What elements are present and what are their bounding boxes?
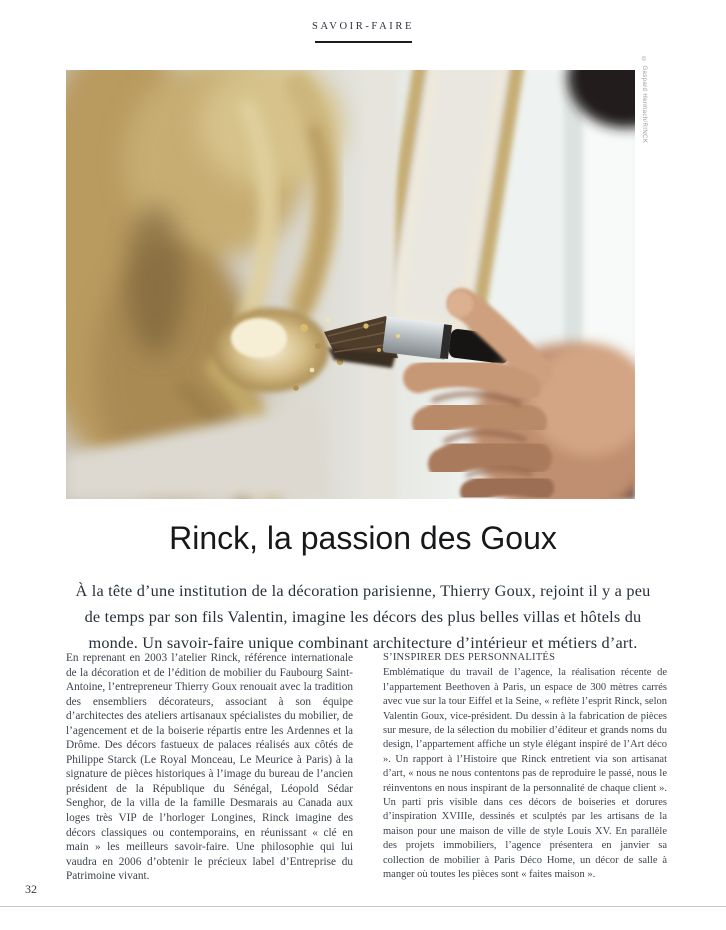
photo-credit: © Gaspard Hermach/RINCK	[641, 57, 647, 144]
article-lede: À la tête d’une institution de la décoration parisienne, Thierry Goux, rejoint il y a peu de temps par son fils Valentin, imagine les décors des plus belles villas et hôtels du monde. Un savoir-faire unique combinant architecture d’intérieur et métiers d’art.	[75, 581, 651, 652]
article-title: Rinck, la passion des Goux	[169, 520, 557, 556]
section-rule	[315, 41, 412, 43]
section-label: SAVOIR-FAIRE	[312, 21, 414, 32]
body-column-right-text: Emblématique du travail de l’agence, la réalisation récente de l’appartement Beethoven à Paris, un espace de 300 mètres carrés avec vue sur la tour Eiffel et la Seine, « reflète l’esprit Rinck, selon Valentin Goux, vice-président. Du dessin à la fabrication de pièces sur mesure, de la sélection du mobilier d’éditeur et grands noms du design, l’appartement affiche un style élégant inspiré de l’Art déco ». Un rapport à l’Histoire que Rinck entretient via son artisanat d’art, « nous ne nous contentons pas de reproduire le passé, nous le réinventons en nous inspirant de la personnalité de chaque client ». Un parti pris visible dans ces décors de boiseries et dorures d’inspiration XVIIIe, dessinés et sculptés par les artisans de la maison pour une maison de ville de style Louis XV. En parallèle des projets immobiliers, l’agence présentera en janvier sa collection de mobilier à Paris Déco Home, un décor de salle à manger où toutes les pièces sont « faites maison ».	[383, 667, 667, 881]
article-photo	[66, 70, 635, 499]
white-pilaster	[362, 70, 396, 499]
gilding-photo-illustration	[66, 70, 635, 499]
body-column-right	[383, 651, 667, 883]
page-number: 32	[25, 882, 37, 896]
column-heading: S’INSPIRER DES PERSONNALITÉS	[383, 652, 556, 663]
body-column-left: En reprenant en 2003 l’atelier Rinck, référence internationale de la décoration et de l’édition de mobilier du Faubourg Saint-Antoine, l’entrepreneur Thierry Goux renouait avec la tradition des ensembliers décorateurs, associant à son équipe d’architectes des ateliers artisanaux spécialistes du mobilier, de l’agencement et de la boiserie répartis entre les Ardennes et la Drôme. Des décors fastueux de palaces réalisés aux côtés de Philippe Starck (Le Royal Monceau, Le Meurice à Paris) à la signature de pièces historiques à l’image du bureau de l’ancien président de la République du Sénégal, Léopold Sédar Senghor, de la villa de la famille Desmarais au Canada aux loges très VIP de l’horloger Longines, Rinck imagine des décors classiques ou contemporains, en réunissant « clé en main » les meilleurs savoir-faire. Une philosophie qui lui vaudra en 2006 d’obtenir le précieux label d’Entreprise du Patrimoine vivant.	[66, 652, 353, 883]
bottom-rule	[0, 906, 726, 907]
